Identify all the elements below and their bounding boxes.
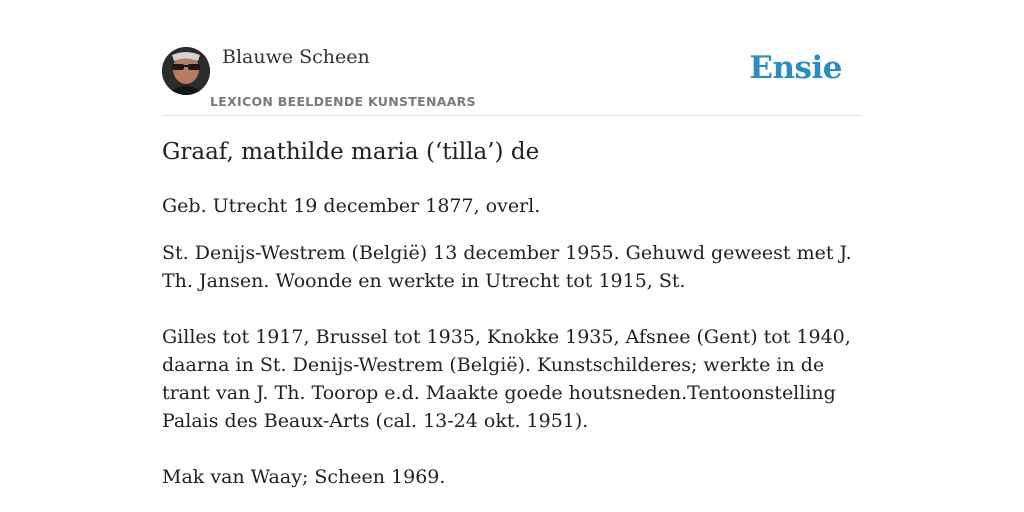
ensie-logo[interactable]: Ensie bbox=[749, 50, 842, 86]
author-name[interactable]: Blauwe Scheen bbox=[222, 46, 370, 68]
article-title: Graaf, mathilde maria (‘tilla’) de bbox=[162, 139, 540, 165]
publication-name[interactable]: LEXICON BEELDENDE KUNSTENAARS bbox=[210, 94, 476, 109]
article-card bbox=[162, 0, 862, 512]
article-paragraph: Gilles tot 1917, Brussel tot 1935, Knokke 1935, Afsnee (Gent) tot 1940, daarna in St. Denijs-Westrem (België). Kunstschilderes; werkte in de trant van J. Th. Toorop e.d. Maakte goede houtsneden.Tentoonstelling Palais des Beaux-Arts (cal. 13-24 okt. 1951). bbox=[162, 326, 851, 432]
article-paragraph: Geb. Utrecht 19 december 1877, overl. bbox=[162, 195, 541, 217]
article-source: Mak van Waay; Scheen 1969. bbox=[162, 466, 446, 488]
article-paragraph: St. Denijs-Westrem (België) 13 december 1955. Gehuwd geweest met J. Th. Jansen. Woonde en werkte in Utrecht tot 1915, St. bbox=[162, 242, 852, 292]
author-avatar[interactable] bbox=[162, 47, 210, 95]
article-header bbox=[162, 0, 862, 116]
